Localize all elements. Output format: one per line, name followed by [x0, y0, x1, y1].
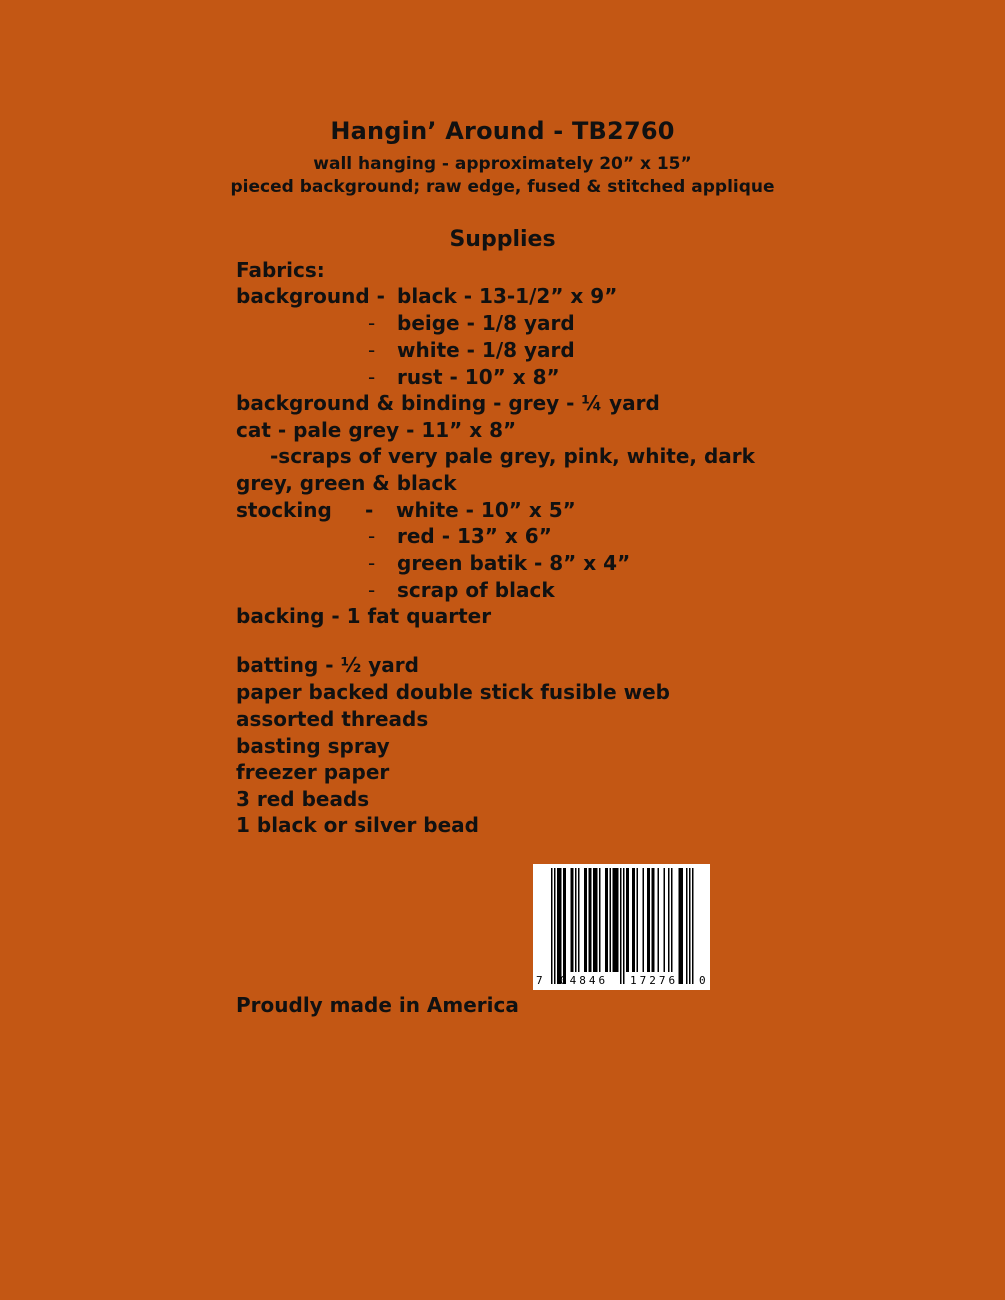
barcode-bar: [584, 868, 586, 972]
barcode-bar: [616, 868, 618, 972]
barcode-left-group: 04846: [560, 974, 609, 987]
list-dash: -: [368, 365, 376, 389]
backing-item: backing - 1 fat quarter: [236, 604, 492, 628]
barcode-bar: [572, 868, 574, 972]
barcode-bar: [554, 868, 556, 984]
barcode-bar: [578, 868, 580, 972]
pattern-technique-subtitle: pieced background; raw edge, fused & stitched applique: [230, 177, 775, 197]
barcode-bar: [620, 868, 622, 984]
barcode-bar: [551, 868, 553, 984]
barcode-bar: [605, 868, 607, 972]
list-dash: -: [368, 311, 376, 335]
barcode-digits: [533, 972, 710, 988]
background-item: rust - 10” x 8”: [397, 365, 560, 389]
barcode-right-group: 17276: [630, 974, 679, 987]
notion-item: batting - ½ yard: [236, 653, 419, 677]
barcode-last-digit: 0: [699, 974, 706, 987]
barcode-bar: [634, 868, 636, 972]
barcode-first-digit: 7: [536, 974, 543, 987]
background-item: black - 13-1/2” x 9”: [397, 284, 618, 308]
background-label: background -: [236, 284, 385, 308]
barcode-bar: [593, 868, 595, 972]
barcode-bar: [628, 868, 630, 972]
barcode-bar: [652, 868, 654, 972]
barcode-bar: [682, 868, 684, 984]
barcode-bar: [614, 868, 616, 972]
notion-item: paper backed double stick fusible web: [236, 680, 670, 704]
barcode-bar: [653, 868, 655, 972]
barcode-bar: [563, 868, 565, 984]
stocking-item: green batik - 8” x 4”: [397, 551, 631, 575]
barcode-bar: [586, 868, 588, 972]
supplies-heading: Supplies: [449, 227, 556, 252]
stocking-item: scrap of black: [397, 578, 555, 602]
barcode-bar: [649, 868, 651, 972]
barcode-bar: [559, 868, 561, 984]
stocking-item: red - 13” x 6”: [397, 524, 552, 548]
barcode-bar: [637, 868, 639, 972]
barcode-bar: [590, 868, 592, 972]
barcode-bar: [575, 868, 577, 972]
pattern-title: Hangin’ Around - TB2760: [330, 117, 675, 145]
stocking-item: white - 10” x 5”: [396, 498, 576, 522]
notion-item: 1 black or silver bead: [236, 813, 479, 837]
list-dash: -: [368, 578, 376, 602]
barcode-bar: [613, 868, 615, 972]
barcode-bar: [607, 868, 609, 972]
cat-item: cat - pale grey - 11” x 8”: [236, 418, 517, 442]
barcode-bar: [679, 868, 681, 984]
barcode-bar: [571, 868, 573, 972]
made-in-america: Proudly made in America: [236, 993, 519, 1017]
barcode-bar: [689, 868, 691, 984]
barcode-bar: [647, 868, 649, 972]
barcode-bar: [595, 868, 597, 972]
barcode-bar: [664, 868, 666, 972]
barcode-bar: [557, 868, 559, 984]
barcode-bar: [565, 868, 567, 984]
barcode-bar: [589, 868, 591, 972]
stocking-label: stocking: [236, 498, 332, 522]
notion-item: 3 red beads: [236, 787, 370, 811]
barcode-bar: [599, 868, 601, 972]
background-binding-item: background & binding - grey - ¼ yard: [236, 391, 660, 415]
list-dash: -: [365, 498, 374, 522]
barcode-bar: [643, 868, 645, 972]
notion-item: assorted threads: [236, 707, 429, 731]
barcode-bar: [617, 868, 619, 972]
cat-scraps-line-1: -scraps of very pale grey, pink, white, dark: [270, 444, 755, 468]
barcode-bar: [626, 868, 628, 972]
barcode-bar: [692, 868, 694, 984]
barcode-bar: [671, 868, 673, 972]
list-dash: -: [368, 338, 376, 362]
barcode-bar: [680, 868, 682, 984]
barcode-bar: [632, 868, 634, 972]
notion-item: freezer paper: [236, 760, 390, 784]
barcode-bar: [668, 868, 670, 972]
barcode-bar: [560, 868, 562, 984]
fabrics-label: Fabrics:: [236, 258, 325, 282]
barcode-bar: [686, 868, 688, 984]
barcode-bar: [658, 868, 660, 972]
background-item: beige - 1/8 yard: [397, 311, 575, 335]
list-dash: -: [368, 524, 376, 548]
cat-scraps-line-2: grey, green & black: [236, 471, 457, 495]
notion-item: basting spray: [236, 734, 390, 758]
pattern-size-subtitle: wall hanging - approximately 20” x 15”: [313, 154, 692, 174]
barcode-bar: [623, 868, 625, 984]
barcode-bar: [610, 868, 612, 972]
barcode-bar: [596, 868, 598, 972]
list-dash: -: [368, 551, 376, 575]
background-item: white - 1/8 yard: [397, 338, 575, 362]
upc-barcode: [533, 864, 710, 990]
